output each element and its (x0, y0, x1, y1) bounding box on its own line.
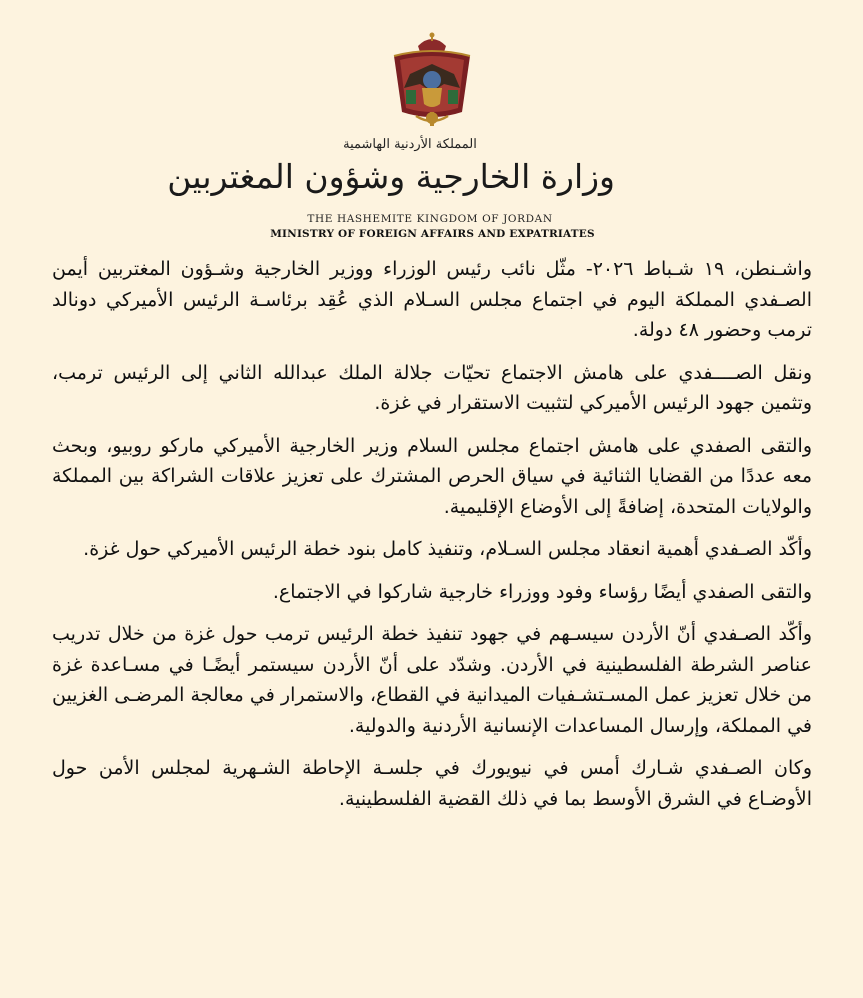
jordan-coat-of-arms-icon (380, 30, 484, 134)
ministry-name-english: MINISTRY OF FOREIGN AFFAIRS AND EXPATRIATES (270, 228, 595, 240)
paragraph: والتقى الصفدي أيضًا رؤساء وفود ووزراء خارجية شاركوا في الاجتماع. (272, 580, 812, 603)
paragraph: وكان الصـفدي شـارك أمس في نيويورك في جلسـة الإحاطة الشـهرية لمجلس الأمن حول الأوضـاع في الشرق الأوسط بما في ذلك القضية الفلسطينية. (52, 757, 812, 810)
kingdom-name-arabic: المملكة الأردنية الهاشمية (343, 137, 477, 152)
letterhead (0, 0, 863, 250)
ministry-name-arabic: وزارة الخارجية وشؤون المغتربين (167, 157, 615, 196)
kingdom-name-english: THE HASHEMITE KINGDOM OF JORDAN (307, 213, 553, 225)
paragraph: ونقل الصــــفدي على هامش الاجتماع تحيّات جلالة الملك عبدالله الثاني إلى الرئيس ترمب، وتثمين جهود الرئيس الأميركي لتثبيت الاستقرار في غزة. (52, 361, 812, 414)
press-release-body (52, 254, 812, 826)
paragraph: واشـنطن، ١٩ شـباط ٢٠٢٦- مثّل نائب رئيس الوزراء ووزير الخارجية وشـؤون المغتربين أيمن الصـفدي المملكة اليوم في اجتماع مجلس السـلام الذي عُقِد برئاسـة الرئيس الأميركي دونالد ترمب وحضور ٤٨ دولة. (52, 258, 812, 341)
paragraph: والتقى الصفدي على هامش اجتماع مجلس السلام وزير الخارجية الأميركي ماركو روبيو، وبحث معه عددًا من القضايا الثنائية في سياق الحرص المشترك على تعزيز علاقات الشراكة بين المملكة والولايات المتحدة، إضافةً إلى الأوضاع الإقليمية. (52, 434, 812, 518)
paragraph: وأكّد الصـفدي أنّ الأردن سيسـهم في جهود تنفيذ خطة الرئيس ترمب حول غزة من خلال تدريب عناصر الشرطة الفلسطينية في الأردن. وشدّد على أنّ الأردن سيستمر أيضًـا في مسـاعدة غزة من خلال تعزيز عمل المسـتشـفيات الميدانية في القطاع، والاستمرار في معالجة المرضـى الغزيين في المملكة، وإرسال المساعدات الإنسانية الأردنية والدولية. (52, 623, 812, 737)
paragraph: وأكّد الصـفدي أهمية انعقاد مجلس السـلام، وتنفيذ كامل بنود خطة الرئيس الأميركي حول غزة. (83, 538, 812, 560)
